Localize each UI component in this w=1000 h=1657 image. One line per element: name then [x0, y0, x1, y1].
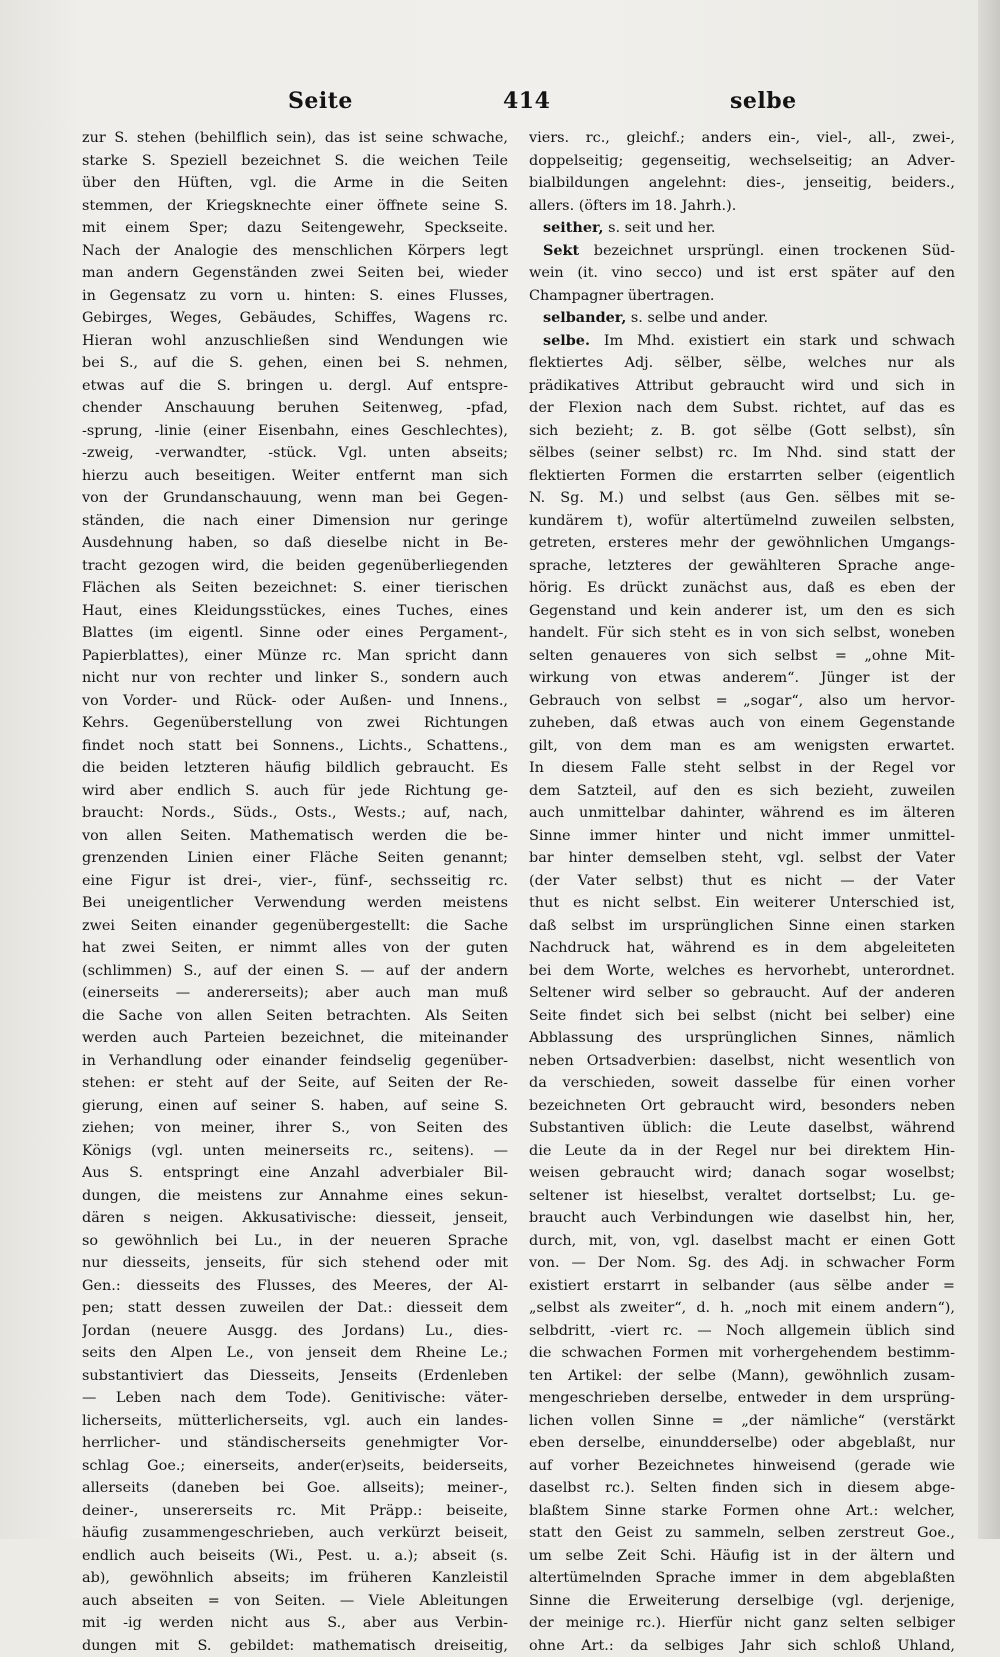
line-text: flektiertes Adj. sëlber, sëlbe, welches nur als: [529, 355, 955, 371]
text-line: [82, 1455, 508, 1478]
text-line: [529, 1275, 955, 1298]
line-text: lichen vollen Sinne = „der nämliche“ (verstärkt: [529, 1413, 955, 1429]
text-line: [529, 172, 955, 195]
line-text: eben derselbe, einundderselbe) oder abgeblaßt, nur: [529, 1435, 955, 1451]
line-text: ständen, die nach einer Dimension nur geringe: [82, 513, 508, 529]
running-header: [80, 88, 920, 118]
text-line: [529, 645, 955, 668]
text-line: [82, 217, 508, 240]
line-text: Jordan (neuere Ausgg. des Jordans) Lu., dies-: [82, 1323, 508, 1339]
text-line: [529, 1410, 955, 1433]
text-line: [529, 375, 955, 398]
text-line: [82, 1230, 508, 1253]
text-line: [529, 780, 955, 803]
text-line: [82, 757, 508, 780]
text-line: [529, 1522, 955, 1545]
line-text: stehen: er steht auf der Seite, auf Seiten der Re-: [82, 1075, 508, 1091]
line-text: licherseits, mütterlicherseits, vgl. auch ein landes-: [82, 1413, 508, 1429]
line-text: handelt. Für sich steht es in von sich selbst, woneben: [529, 625, 955, 641]
text-line: [529, 352, 955, 375]
text-line: [82, 1342, 508, 1365]
line-text: von der Grundanschauung, wenn man bei Gegen-: [82, 490, 508, 506]
line-text: Hieran wohl anzuschließen sind Wendungen wie: [82, 333, 508, 349]
line-text: stemmen, der Kriegsknechte einer öffnete seine S.: [82, 198, 508, 214]
text-line: [82, 465, 508, 488]
line-text: in Verhandlung oder einander feindselig gegenüber-: [82, 1053, 508, 1069]
text-line: [82, 892, 508, 915]
text-line: [82, 1095, 508, 1118]
text-line: [82, 487, 508, 510]
text-line: [82, 667, 508, 690]
line-text: Königs (vgl. unten meinerseits rc., seitens). —: [82, 1143, 508, 1159]
line-text: starke S. Speziell bezeichnet S. die weichen Teile: [82, 153, 508, 169]
text-line: [82, 150, 508, 173]
text-line: [529, 600, 955, 623]
line-text: Sinne immer hinter und nicht immer unmittel-: [529, 828, 955, 844]
text-line: [82, 870, 508, 893]
line-text: die schwachen Formen mit vorhergehendem bestimm-: [529, 1345, 955, 1361]
text-line: [529, 982, 955, 1005]
text-line: [529, 397, 955, 420]
line-text: s. selbe und ander.: [626, 310, 768, 326]
text-line: [529, 1365, 955, 1388]
line-text: seits den Alpen Le., von jenseit dem Rheine Le.;: [82, 1345, 508, 1361]
text-line: [529, 1185, 955, 1208]
text-line: [529, 802, 955, 825]
line-text: Champagner übertragen.: [529, 288, 714, 304]
line-text: mit -ig werden nicht aus S., aber aus Verbin-: [82, 1615, 508, 1631]
line-text: blaßtem Sinne starke Formen ohne Art.: welcher,: [529, 1503, 955, 1519]
line-text: tracht gezogen wird, die beiden gegenüberliegenden: [82, 558, 508, 574]
text-line: [529, 1095, 955, 1118]
line-text: eine Figur ist drei-, vier-, fünf-, sechsseitig rc.: [82, 873, 508, 889]
line-text: gierung, einen auf seiner S. haben, auf seine S.: [82, 1098, 508, 1114]
line-text: die beiden letzteren häufig bildlich gebraucht. Es: [82, 760, 508, 776]
line-text: auch unmittelbar dahinter, während es im älteren: [529, 805, 955, 821]
line-text: daß selbst im ursprünglichen Sinne einen starken: [529, 918, 955, 934]
line-text: Kehrs. Gegenüberstellung von zwei Richtungen: [82, 715, 508, 731]
text-line: [529, 1342, 955, 1365]
line-text: statt den Geist zu sammeln, selben zerstreut Goe.,: [529, 1525, 955, 1541]
line-text: zuheben, daß etwas auch von einem Gegenstande: [529, 715, 955, 731]
text-line: [82, 825, 508, 848]
line-text: Seite findet sich bei selbst (nicht bei selber) eine: [529, 1008, 955, 1024]
text-line: [82, 1162, 508, 1185]
text-line: [529, 870, 955, 893]
line-text: daselbst rc.). Selten finden sich in diesem abge-: [529, 1480, 955, 1496]
line-text: Gen.: diesseits des Flusses, des Meeres, der Al-: [82, 1278, 508, 1294]
text-line: [529, 487, 955, 510]
text-line: [82, 352, 508, 375]
text-line: [529, 1432, 955, 1455]
line-text: mit einem Sper; dazu Seitengewehr, Speckseite.: [82, 220, 508, 236]
line-text: gilt, von dem man es am wenigsten erwartet.: [529, 738, 955, 754]
text-line: [82, 262, 508, 285]
text-line: [82, 780, 508, 803]
text-line: [82, 577, 508, 600]
line-text: sich bezieht; z. B. got sëlbe (Gott selbst), sîn: [529, 423, 955, 439]
text-line: [529, 1477, 955, 1500]
text-line: [82, 802, 508, 825]
text-line: [82, 937, 508, 960]
text-line: [82, 1365, 508, 1388]
text-line: [529, 1297, 955, 1320]
line-text: sprache, letzteres der gewählteren Sprache ange-: [529, 558, 955, 574]
line-text: allers. (öfters im 18. Jahrh.).: [529, 198, 736, 214]
text-line: [82, 1432, 508, 1455]
line-text: N. Sg. M.) und selbst (aus Gen. sëlbes mit se-: [529, 490, 955, 506]
line-text: braucht auch Verbindungen wie daselbst hin, her,: [529, 1210, 955, 1226]
line-text: der Flexion nach dem Subst. richtet, auf das es: [529, 400, 955, 416]
text-line: [529, 217, 955, 240]
line-text: dungen, die meistens zur Annahme eines sekun-: [82, 1188, 508, 1204]
text-line: [529, 1005, 955, 1028]
line-text: braucht: Nords., Süds., Osts., Wests.; auf, nach,: [82, 805, 508, 821]
text-line: [82, 1635, 508, 1657]
text-line: [529, 1567, 955, 1590]
right-text-column: [529, 127, 955, 1657]
text-line: [529, 712, 955, 735]
line-text: findet noch statt bei Sonnens., Lichts., Schattens.,: [82, 738, 508, 754]
line-text: herrlicher- und ständischerseits genehmigter Vor-: [82, 1435, 508, 1451]
text-line: [82, 195, 508, 218]
line-text: Gebrauch von selbst = „sogar“, also um hervor-: [529, 693, 955, 709]
line-text: Abblassung des ursprünglichen Sinnes, nämlich: [529, 1030, 955, 1046]
line-text: zwei Seiten einander gegenübergestellt: die Sache: [82, 918, 508, 934]
text-line: [82, 127, 508, 150]
line-text: zur S. stehen (behilflich sein), das ist seine schwache,: [82, 130, 508, 146]
text-line: [82, 330, 508, 353]
line-text: Aus S. entspringt eine Anzahl adverbialer Bil-: [82, 1165, 508, 1181]
line-text: thut es nicht selbst. Ein weiterer Unterschied ist,: [529, 895, 955, 911]
text-line: [529, 1072, 955, 1095]
text-line: [529, 240, 955, 263]
text-line: [529, 960, 955, 983]
text-line: [529, 757, 955, 780]
text-line: [82, 1050, 508, 1073]
line-text: pen; statt dessen zuweilen der Dat.: diesseit dem: [82, 1300, 508, 1316]
line-text: durch, mit, von, vgl. daselbst macht er einen Gott: [529, 1233, 955, 1249]
text-line: [82, 600, 508, 623]
text-line: [529, 915, 955, 938]
line-text: Nachdruck hat, während es in dem abgeleiteten: [529, 940, 955, 956]
text-line: [529, 532, 955, 555]
line-text: mengeschrieben derselbe, entweder in dem ursprüng-: [529, 1390, 955, 1406]
line-text: neben Ortsadverbien: daselbst, nicht wesentlich von: [529, 1053, 955, 1069]
text-line: [529, 1207, 955, 1230]
text-line: [529, 420, 955, 443]
line-text: (einerseits — andererseits); aber auch man muß: [82, 985, 508, 1001]
line-text: seltener ist hieselbst, veraltet dortselbst; Lu. ge-: [529, 1188, 955, 1204]
text-line: [82, 1612, 508, 1635]
line-text: „selbst als zweiter“, d. h. „noch mit einem andern“),: [529, 1300, 955, 1316]
line-text: Gebirges, Weges, Gebäudes, Schiffes, Wagens rc.: [82, 310, 508, 326]
line-text: nur diesseits, jenseits, für sich stehend oder mit: [82, 1255, 508, 1271]
line-text: bar hinter demselben steht, vgl. selbst der Vater: [529, 850, 955, 866]
text-line: [529, 330, 955, 353]
text-line: [529, 1230, 955, 1253]
text-line: [82, 915, 508, 938]
line-text: getreten, ersteres mehr der gewöhnlichen Umgangs-: [529, 535, 955, 551]
text-line: [82, 420, 508, 443]
entry-headword: selbe.: [543, 332, 590, 349]
line-text: nicht nur von rechter und linker S., sondern auch: [82, 670, 508, 686]
text-line: [529, 510, 955, 533]
text-line: [529, 1612, 955, 1635]
line-text: so gewöhnlich bei Lu., in der neueren Sprache: [82, 1233, 508, 1249]
text-line: [82, 1567, 508, 1590]
line-text: wird aber endlich S. auch für jede Richtung ge-: [82, 783, 508, 799]
text-line: [529, 1590, 955, 1613]
line-text: Bei uneigentlicher Verwendung werden meistens: [82, 895, 508, 911]
line-text: Seltener wird selber so gebraucht. Auf der anderen: [529, 985, 955, 1001]
text-line: [82, 307, 508, 330]
text-line: [529, 1635, 955, 1657]
text-line: [82, 847, 508, 870]
text-line: [529, 1162, 955, 1185]
line-text: bei dem Worte, welches es hervorhebt, unterordnet.: [529, 963, 955, 979]
text-line: [529, 1140, 955, 1163]
text-line: [82, 555, 508, 578]
line-text: von allen Seiten. Mathematisch werden die be-: [82, 828, 508, 844]
text-line: [529, 150, 955, 173]
line-text: von Vorder- und Rück- oder Außen- und Innens.,: [82, 693, 508, 709]
text-line: [82, 735, 508, 758]
line-text: Sinne die Erweiterung derselbige (vgl. derjenige,: [529, 1593, 955, 1609]
text-line: [529, 937, 955, 960]
text-line: [529, 622, 955, 645]
text-line: [82, 397, 508, 420]
line-text: (der Vater selbst) thut es nicht — der Vater: [529, 873, 955, 889]
line-text: allerseits (daneben bei Goe. allseits); meiner-,: [82, 1480, 508, 1496]
line-text: hat zwei Seiten, er nimmt alles von der guten: [82, 940, 508, 956]
text-line: [82, 1072, 508, 1095]
text-line: [529, 1027, 955, 1050]
text-line: [82, 240, 508, 263]
text-line: [529, 1455, 955, 1478]
page-edge-shadow: [978, 0, 1000, 1539]
text-line: [82, 960, 508, 983]
text-line: [529, 1117, 955, 1140]
text-line: [82, 1477, 508, 1500]
line-text: -zweig, -verwandter, -stück. Vgl. unten abseits;: [82, 445, 508, 461]
line-text: der meinige rc.). Hierfür nicht ganz selten selbiger: [529, 1615, 955, 1631]
text-line: [82, 712, 508, 735]
line-text: s. seit und her.: [604, 220, 716, 236]
text-line: [82, 285, 508, 308]
line-text: auch abseiten = von Seiten. — Viele Ableitungen: [82, 1593, 508, 1609]
line-text: Ausdehnung haben, so daß dieselbe nicht in Be-: [82, 535, 508, 551]
text-line: [529, 667, 955, 690]
text-line: [82, 1522, 508, 1545]
text-line: [529, 465, 955, 488]
text-line: [82, 645, 508, 668]
entry-headword: seither,: [543, 219, 604, 236]
text-line: [529, 285, 955, 308]
text-line: [529, 1320, 955, 1343]
text-line: [529, 1252, 955, 1275]
line-text: Flächen als Seiten bezeichnet: S. einer tierischen: [82, 580, 508, 596]
line-text: werden auch Parteien bezeichnet, die miteinander: [82, 1030, 508, 1046]
text-line: [82, 1005, 508, 1028]
line-text: etwas auf die S. bringen u. dergl. Auf entspre-: [82, 378, 508, 394]
line-text: ziehen; von meiner, ihrer S., von Seiten des: [82, 1120, 508, 1136]
line-text: doppelseitig; gegenseitig, wechselseitig; an Adver-: [529, 153, 955, 169]
line-text: von. — Der Nom. Sg. des Adj. in schwacher Form: [529, 1255, 955, 1271]
line-text: Gegenstand und kein anderer ist, um den es sich: [529, 603, 955, 619]
line-text: deiner-, unsererseits rc. Mit Präpp.: beiseite,: [82, 1503, 508, 1519]
text-line: [529, 262, 955, 285]
line-text: die Sache von allen Seiten betrachten. Als Seiten: [82, 1008, 508, 1024]
text-line: [82, 1185, 508, 1208]
line-text: um selbe Zeit Schi. Häufig ist in der ältern und: [529, 1548, 955, 1564]
line-text: -sprung, -linie (einer Eisenbahn, eines Geschlechtes),: [82, 423, 508, 439]
line-text: flektierten Formen die erstarrten selber (eigentlich: [529, 468, 955, 484]
text-line: [529, 1387, 955, 1410]
line-text: häufig zusammengeschrieben, auch verkürzt beiseit,: [82, 1525, 508, 1541]
text-line: [82, 690, 508, 713]
text-line: [529, 892, 955, 915]
entry-headword: selbander,: [543, 309, 626, 326]
line-text: die Leute da in der Regel nur bei direktem Hin-: [529, 1143, 955, 1159]
line-text: Substantiven üblich: die Leute daselbst, während: [529, 1120, 955, 1136]
text-line: [82, 1252, 508, 1275]
line-text: ten Artikel: der selbe (Mann), gewöhnlich zusam-: [529, 1368, 955, 1384]
text-line: [82, 532, 508, 555]
line-text: wirkung von etwas anderem“. Jünger ist der: [529, 670, 955, 686]
header-left-catchword: Seite: [288, 88, 353, 114]
line-text: selbdritt, -viert rc. — Noch allgemein üblich sind: [529, 1323, 955, 1339]
line-text: existiert erstarrt in selbander (aus sëlbe ander =: [529, 1278, 955, 1294]
line-text: grenzenden Linien einer Fläche Seiten genannt;: [82, 850, 508, 866]
left-text-column: [82, 127, 508, 1657]
line-text: bei S., auf die S. gehen, einen bei S. nehmen,: [82, 355, 508, 371]
line-text: dem Satzteil, auf den es sich bezieht, zuweilen: [529, 783, 955, 799]
text-line: [529, 690, 955, 713]
line-text: weisen gebraucht wird; danach sogar woselbst;: [529, 1165, 955, 1181]
line-text: endlich auch beiseits (Wi., Pest. u. a.); abseit (s.: [82, 1548, 508, 1564]
text-line: [529, 1500, 955, 1523]
line-text: prädikatives Attribut gebraucht wird und sich in: [529, 378, 955, 394]
text-line: [82, 622, 508, 645]
line-text: sëlbes (seiner selbst) rc. Im Nhd. sind statt der: [529, 445, 955, 461]
text-line: [529, 555, 955, 578]
text-line: [82, 1207, 508, 1230]
text-line: [82, 510, 508, 533]
text-line: [82, 375, 508, 398]
line-text: Papierblattes), einer Münze rc. Man spricht dann: [82, 648, 508, 664]
line-text: bezeichnet ursprüngl. einen trockenen Süd-: [579, 243, 955, 259]
text-line: [529, 577, 955, 600]
text-line: [82, 982, 508, 1005]
line-text: (schlimmen) S., auf der einen S. — auf der andern: [82, 963, 508, 979]
line-text: viers. rc., gleichf.; anders ein-, viel-, all-, zwei-,: [529, 130, 955, 146]
line-text: dären s neigen. Akkusativische: diesseit, jenseit,: [82, 1210, 508, 1226]
entry-headword: Sekt: [543, 242, 579, 259]
text-line: [529, 127, 955, 150]
line-text: da verschieden, soweit dasselbe für einen vorher: [529, 1075, 955, 1091]
text-line: [82, 1320, 508, 1343]
text-line: [82, 1297, 508, 1320]
line-text: ab), gewöhnlich abseits; im früheren Kanzleistil: [82, 1570, 508, 1586]
text-line: [82, 442, 508, 465]
text-line: [82, 1387, 508, 1410]
line-text: kundärem t), wofür altertümelnd zuweilen selbsten,: [529, 513, 955, 529]
page-number: 414: [503, 88, 550, 114]
text-line: [82, 1275, 508, 1298]
line-text: schlag Goe.; einerseits, ander(er)seits, beiderseits,: [82, 1458, 508, 1474]
line-text: chender Anschauung beruhen Seitenweg, -pfad,: [82, 400, 508, 416]
text-line: [82, 1027, 508, 1050]
line-text: dungen mit S. gebildet: mathematisch dreiseitig,: [82, 1638, 508, 1654]
line-text: hörig. Es drückt zunächst aus, daß es eben der: [529, 580, 955, 596]
line-text: Nach der Analogie des menschlichen Körpers legt: [82, 243, 508, 259]
line-text: substantiviert das Diesseits, Jenseits (Erdenleben: [82, 1368, 508, 1384]
text-line: [529, 1545, 955, 1568]
line-text: Im Mhd. existiert ein stark und schwach: [590, 333, 955, 349]
line-text: selten genaueres von sich selbst = „ohne Mit-: [529, 648, 955, 664]
line-text: In diesem Falle steht selbst in der Regel vor: [529, 760, 955, 776]
line-text: man andern Gegenständen zwei Seiten bei, wieder: [82, 265, 508, 281]
text-line: [529, 442, 955, 465]
text-line: [82, 1590, 508, 1613]
line-text: in Gegensatz zu vorn u. hinten: S. eines Flusses,: [82, 288, 508, 304]
line-text: über den Hüften, vgl. die Arme in die Seiten: [82, 175, 508, 191]
text-line: [529, 825, 955, 848]
line-text: bialbildungen angelehnt: dies-, jenseitig, beiders.,: [529, 175, 955, 191]
text-line: [82, 1545, 508, 1568]
text-line: [82, 172, 508, 195]
text-line: [529, 195, 955, 218]
line-text: hierzu auch beseitigen. Weiter entfernt man sich: [82, 468, 508, 484]
line-text: altertümelnden Sprache immer in dem abgeblaßten: [529, 1570, 955, 1586]
line-text: — Leben nach dem Tode). Genitivische: väter-: [82, 1390, 508, 1406]
line-text: Haut, eines Kleidungsstückes, eines Tuches, eines: [82, 603, 508, 619]
line-text: ohne Art.: da selbiges Jahr sich schloß Uhland,: [529, 1638, 955, 1654]
line-text: Blattes (im eigentl. Sinne oder eines Pergament-,: [82, 625, 508, 641]
text-line: [529, 307, 955, 330]
text-line: [82, 1140, 508, 1163]
text-line: [82, 1117, 508, 1140]
line-text: bezeichneten Ort gebraucht wird, besonders neben: [529, 1098, 955, 1114]
line-text: wein (it. vino secco) und ist erst später auf den: [529, 265, 955, 281]
text-line: [529, 735, 955, 758]
line-text: auf vorher Bezeichnetes hinweisend (gerade wie: [529, 1458, 955, 1474]
text-line: [529, 847, 955, 870]
text-line: [82, 1410, 508, 1433]
text-line: [82, 1500, 508, 1523]
header-right-catchword: selbe: [730, 88, 797, 114]
text-line: [529, 1050, 955, 1073]
